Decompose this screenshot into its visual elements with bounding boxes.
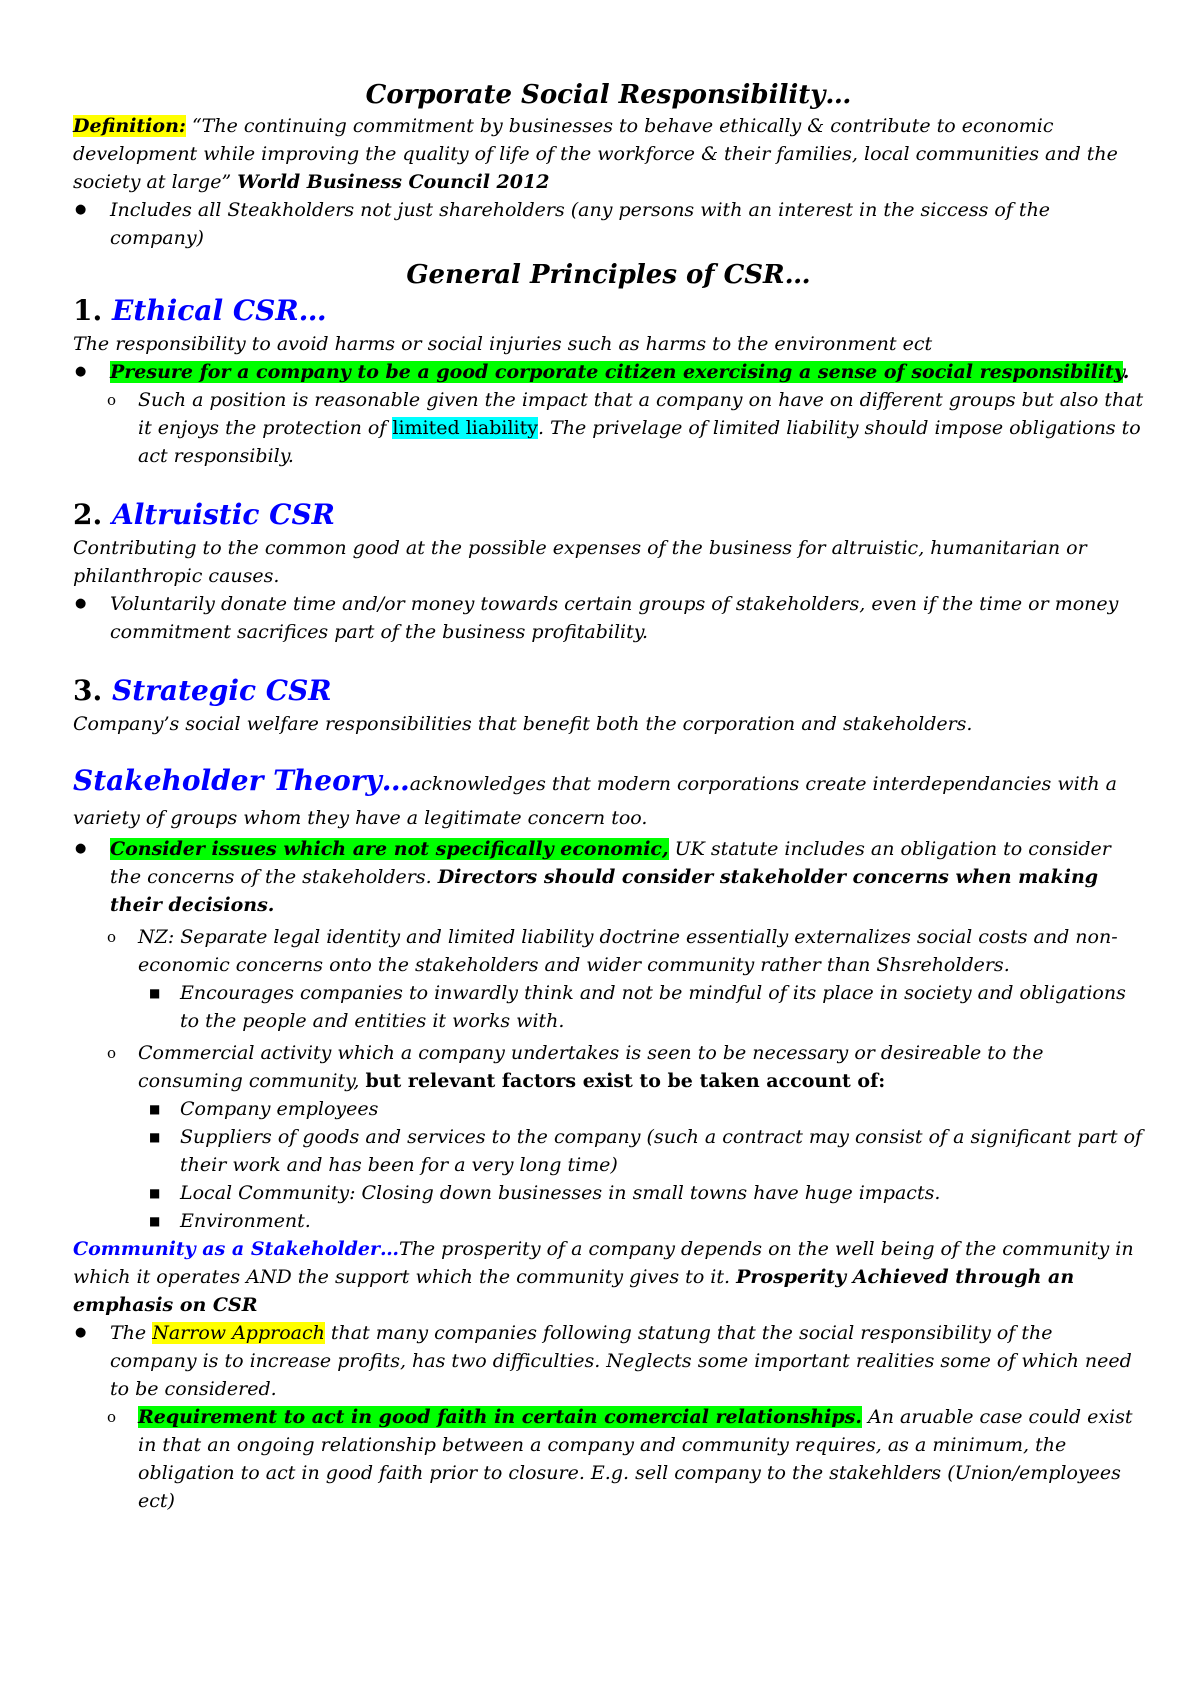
bullet-icon: ● xyxy=(75,364,87,379)
altruistic-intro: Contributing to the common good at the possible expenses of the business for altruistic, humanitarian or philanthropic causes. xyxy=(73,537,1087,587)
section-title: Altruistic CSR xyxy=(102,498,335,531)
encourages-text: Encourages companies to inwardly think and not be mindful of its place in society and obligations to the people and entities it works with. xyxy=(180,982,1126,1032)
altruistic-bullet-text: Voluntarily donate time and/or money towards certain groups of stakeholders, even if the time or money commitment sacrifices part of the business profitability. xyxy=(110,593,1119,643)
bullet-icon: ● xyxy=(75,596,87,611)
list-item xyxy=(73,196,1144,252)
square-bullet-icon: ■ xyxy=(149,986,161,1000)
bullet-icon: ● xyxy=(75,1325,87,1340)
stakeholder-theory-heading: Stakeholder Theory… xyxy=(73,764,410,797)
bullet-icon: ● xyxy=(75,841,87,856)
section-heading-altruistic xyxy=(73,496,1144,534)
square-bullet-icon: ■ xyxy=(149,1102,161,1116)
list-item xyxy=(73,358,1144,386)
factor-employees: Company employees xyxy=(180,1098,379,1120)
list-item xyxy=(73,1179,1144,1207)
circle-bullet-icon: o xyxy=(107,1044,117,1062)
section-number: 2. xyxy=(73,498,103,531)
stakeholder-bullet-highlight: Consider issues which are not specifically economic, xyxy=(110,838,669,860)
list-item xyxy=(73,979,1144,1035)
good-faith-highlight: Requirement to act in good faith in certain comercial relationships. xyxy=(138,1406,862,1428)
narrow-approach-text-a: The xyxy=(110,1322,153,1344)
section-title: Ethical CSR… xyxy=(102,294,327,327)
list-item xyxy=(73,1095,1144,1123)
list-item xyxy=(73,1207,1144,1235)
ethical-bullet-highlight: Presure for a company to be a good corporate citizen exercising a sense of social responsibility xyxy=(110,361,1123,383)
list-item xyxy=(73,386,1144,470)
community-paragraph xyxy=(73,1235,1144,1319)
stakeholder-theory-intro: acknowledges that modern corporations create interdependancies with a variety of groups whom they have a legitimate concern too. xyxy=(73,773,1117,829)
document-title: Corporate Social Responsibility… xyxy=(365,80,852,110)
list-item xyxy=(73,923,1144,979)
factor-suppliers: Suppliers of goods and services to the company (such a contract may consist of a significant part of their work and has been for a very long time) xyxy=(180,1126,1143,1176)
strategic-intro: Company’s social welfare responsibilities that benefit both the corporation and stakeholders. xyxy=(73,713,973,735)
section-number: 3. xyxy=(73,674,103,707)
factor-environment: Environment. xyxy=(180,1210,311,1232)
ethical-sub-text-a: Such a position is reasonable given the impact that a company on have on different groups but also that it enjoys the protection of xyxy=(138,389,1144,439)
nz-text: NZ: Separate legal identity and limited liability doctrine essentially externalizes social costs and non-economic concerns onto the stakeholders and wider community rather than Shsreholders. xyxy=(138,926,1118,976)
bullet-stakeholders-text: Includes all Steakholders not just shareholders (any persons with an interest in the siccess of the company) xyxy=(110,199,1051,249)
definition-text: “The continuing commitment by businesses to behave ethically & contribute to economic development while improving the quality of life of the workforce & their families, local communities and the society at large” xyxy=(73,115,1118,193)
circle-bullet-icon: o xyxy=(107,1408,117,1426)
section-heading-ethical xyxy=(73,292,1144,330)
section-number: 1. xyxy=(73,294,103,327)
list-item xyxy=(73,1123,1144,1179)
definition-paragraph xyxy=(73,112,1144,196)
stakeholder-theory-paragraph xyxy=(73,764,1144,835)
list-item xyxy=(73,590,1144,646)
list-item xyxy=(73,1319,1144,1403)
definition-source: World Business Council 2012 xyxy=(237,171,550,193)
section-title: Strategic CSR xyxy=(102,674,332,707)
ethical-sub-text-b: . The privelage of limited liability should impose obligations to act responsibily. xyxy=(138,417,1141,467)
circle-bullet-icon: o xyxy=(107,391,117,409)
section-heading-strategic xyxy=(73,672,1144,710)
list-item xyxy=(73,835,1144,919)
list-item xyxy=(73,1403,1144,1515)
ethical-bullet-end: . xyxy=(1122,361,1130,383)
community-text: The prosperity of a company depends on the well being of the community in which it operates AND the support which the community gives to it. xyxy=(73,1238,1134,1288)
circle-bullet-icon: o xyxy=(107,928,117,946)
square-bullet-icon: ■ xyxy=(149,1130,161,1144)
list-item xyxy=(73,1039,1144,1095)
bullet-icon: ● xyxy=(75,202,87,217)
square-bullet-icon: ■ xyxy=(149,1214,161,1228)
stakeholder-bullet-bold: Directors should consider stakeholder concerns when making their decisions. xyxy=(110,866,1099,916)
stakeholder-bullet-text: UK statute includes an obligation to consider the concerns of the stakeholders. xyxy=(110,838,1111,888)
good-faith-text: An aruable case could exist in that an ongoing relationship between a company and community requires, as a minimum, the obligation to act in good faith prior to closure. E.g. sell company to the stakehlders (Union/employees ect) xyxy=(138,1406,1133,1512)
square-bullet-icon: ■ xyxy=(149,1186,161,1200)
commercial-activity-text: Commercial activity which a company undertakes is seen to be necessary or desireable to the consuming community, xyxy=(138,1042,1044,1092)
narrow-approach-highlight: Narrow Approach xyxy=(152,1322,325,1344)
factor-local-community: Local Community: Closing down businesses in small towns have huge impacts. xyxy=(180,1182,941,1204)
principles-title: General Principles of CSR… xyxy=(406,260,811,290)
community-bold: Prosperity Achieved through an emphasis on CSR xyxy=(73,1266,1075,1316)
community-heading: Community as a Stakeholder… xyxy=(73,1238,399,1260)
limited-liability-highlight: limited liability xyxy=(392,417,538,439)
narrow-approach-text-b: that many companies following statung that the social responsibility of the company is to increase profits, has two difficulties. Neglects some important realities some of which need to be considered. xyxy=(110,1322,1132,1400)
ethical-intro: The responsibility to avoid harms or social injuries such as harms to the environment ect xyxy=(73,333,933,355)
definition-label: Definition: xyxy=(73,115,186,137)
relevant-factors-bold: but relevant factors exist to be taken account of: xyxy=(365,1070,886,1092)
